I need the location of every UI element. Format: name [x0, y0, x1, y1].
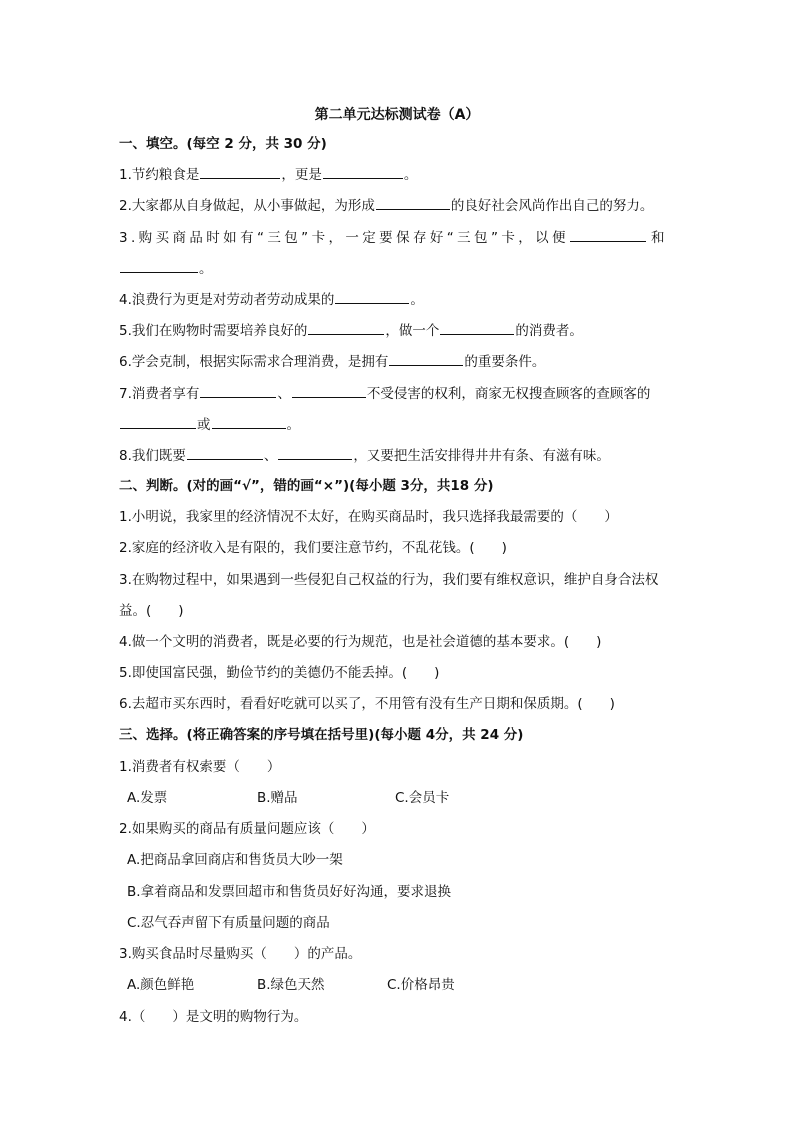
question-1-4: 4.浪费行为更是对劳动者劳动成果的 。	[119, 289, 424, 310]
choice-question-3: 3.购买食品时尽量购买（ ）的产品。	[119, 946, 362, 962]
answer-blank[interactable]	[389, 351, 463, 366]
choice-option-c[interactable]: C.会员卡	[395, 790, 450, 806]
true-false-item-continued: 益。( )	[119, 603, 184, 619]
true-false-item: 1.小明说，我家里的经济情况不太好，在购买商品时，我只选择我最需要的（ ）	[119, 509, 618, 525]
choice-option-b[interactable]: B.绿色天然	[257, 977, 325, 993]
true-false-item: 3.在购物过程中，如果遇到一些侵犯自己权益的行为，我们要有维权意识，维护自身合法权	[119, 572, 659, 588]
answer-blank[interactable]	[212, 414, 286, 429]
choice-option-a[interactable]: A.颜色鲜艳	[127, 977, 195, 993]
choice-question-2: 2.如果购买的商品有质量问题应该（ ）	[119, 821, 375, 837]
choice-option-c[interactable]: C.价格昂贵	[387, 977, 455, 993]
section-heading-fill-in: 一、填空。(每空 2 分，共 30 分)	[119, 136, 327, 152]
answer-blank[interactable]	[335, 289, 409, 304]
question-1-1: 1.节约粮食是 ，更是 。	[119, 164, 417, 185]
answer-blank[interactable]	[308, 320, 384, 335]
question-1-8: 8.我们既要 、 ，又要把生活安排得井井有条、有滋有味。	[119, 445, 610, 466]
question-1-7-continued: 或 。	[119, 414, 300, 435]
answer-blank[interactable]	[440, 320, 514, 335]
answer-blank[interactable]	[200, 164, 280, 179]
true-false-item: 5.即使国富民强，勤俭节约的美德仍不能丢掉。( )	[119, 665, 440, 681]
true-false-item: 2.家庭的经济收入是有限的，我们要注意节约，不乱花钱。( )	[119, 540, 507, 556]
question-1-3-continued: 。	[119, 258, 213, 279]
choice-option-a[interactable]: A.把商品拿回商店和售货员大吵一架	[127, 852, 343, 868]
true-false-item: 6.去超市买东西时，看看好吃就可以买了，不用管有没有生产日期和保质期。( )	[119, 696, 615, 712]
section-heading-true-false: 二、判断。(对的画“√”，错的画“×”)(每小题 3分，共18 分)	[119, 478, 494, 494]
choice-question-4: 4.（ ）是文明的购物行为。	[119, 1009, 308, 1025]
answer-blank[interactable]	[120, 258, 198, 273]
answer-blank[interactable]	[187, 445, 263, 460]
section-heading-multiple-choice: 三、选择。(将正确答案的序号填在括号里)(每小题 4分，共 24 分)	[119, 727, 524, 743]
true-false-item: 4.做一个文明的消费者，既是必要的行为规范，也是社会道德的基本要求。( )	[119, 634, 602, 650]
choice-question-1: 1.消费者有权索要（ ）	[119, 759, 281, 775]
answer-blank[interactable]	[323, 164, 403, 179]
question-1-5: 5.我们在购物时需要培养良好的 ，做一个 的消费者。	[119, 320, 583, 341]
answer-blank[interactable]	[292, 383, 366, 398]
choice-option-b[interactable]: B.拿着商品和发票回超市和售货员好好沟通，要求退换	[127, 884, 452, 900]
answer-blank[interactable]	[120, 414, 196, 429]
choice-option-c[interactable]: C.忍气吞声留下有质量问题的商品	[127, 915, 330, 931]
question-1-3: 3.购买商品时如有“三包”卡，一定要保存好“三包”卡，以便 和	[119, 227, 664, 248]
choice-option-a[interactable]: A.发票	[127, 790, 168, 806]
question-1-7: 7.消费者享有 、 不受侵害的权利，商家无权搜查顾客的查顾客的	[119, 383, 650, 404]
question-1-6: 6.学会克制，根据实际需求合理消费，是拥有 的重要条件。	[119, 351, 545, 372]
answer-blank[interactable]	[570, 227, 646, 242]
answer-blank[interactable]	[376, 195, 450, 210]
page-title: 第二单元达标测试卷（A）	[314, 107, 480, 123]
question-1-2: 2.大家都从自身做起，从小事做起，为形成 的良好社会风尚作出自己的努力。	[119, 195, 653, 216]
answer-blank[interactable]	[278, 445, 352, 460]
choice-option-b[interactable]: B.赠品	[257, 790, 298, 806]
answer-blank[interactable]	[200, 383, 276, 398]
